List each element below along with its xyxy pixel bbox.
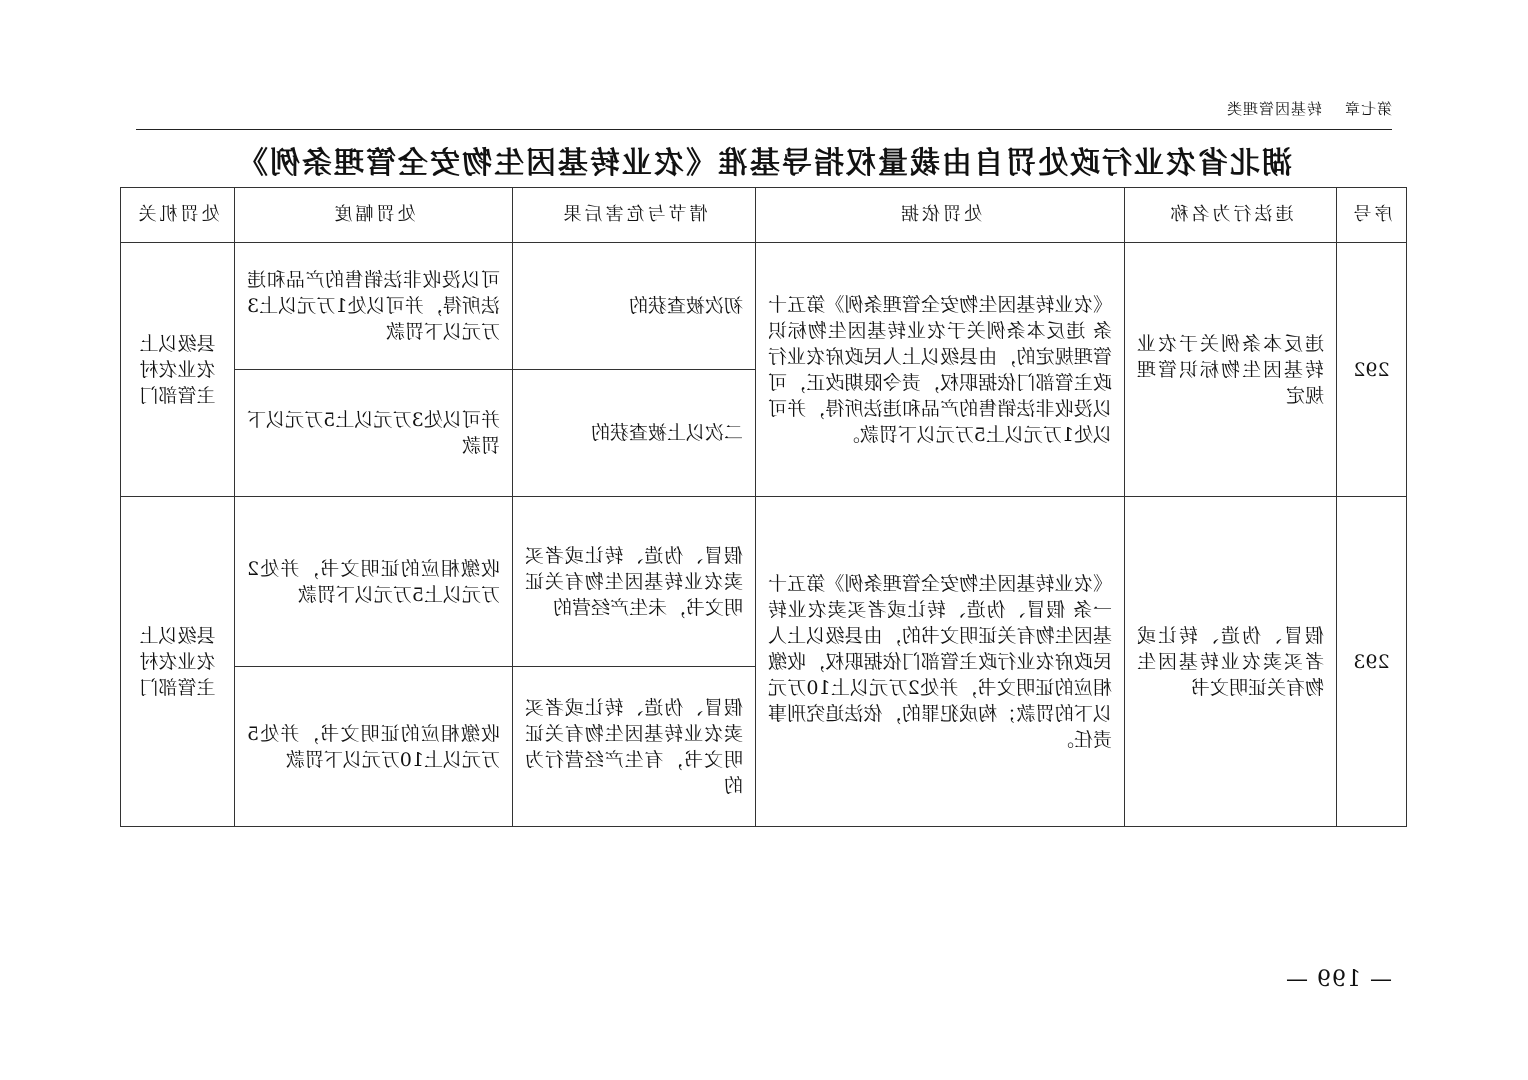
- row-number: 292: [1337, 243, 1407, 497]
- penalty-range: 可以没收非法销售的产品和违法所得，并可以处1万元以上3万元以下罚款: [235, 243, 513, 370]
- chapter-heading: [136, 98, 1392, 119]
- page-number: — 199 —: [1285, 967, 1392, 992]
- circumstance: 假冒、伪造、转让或者买卖农业转基因生物有关证明文书，未生产经营的: [513, 497, 756, 667]
- chapter-section: 转基因管理类: [1225, 100, 1322, 118]
- header-authority: 处罚机关: [121, 188, 235, 243]
- table-row: [121, 497, 1407, 667]
- table-header-row: [121, 188, 1407, 243]
- header-basis: 处罚依据: [756, 188, 1125, 243]
- header-circumstance: 情节与危害后果: [513, 188, 756, 243]
- penalty-basis: 《农业转基因生物安全管理条例》第五十条 违反本条例关于农业转基因生物标识管理规定的，由县级以上人民政府农业行政主管部门依据职权，责令限期改正，可以没收非法销售的产品和违法所得，并可以处1万元以上5万元以下罚款。: [756, 243, 1125, 497]
- header-penalty: 处罚幅度: [235, 188, 513, 243]
- penalty-authority: 县级以上农业农村主管部门: [121, 243, 235, 497]
- penalty-basis: 《农业转基因生物安全管理条例》第五十一条 假冒、伪造、转让或者买卖农业转基因生物有关证明文书的，由县级以上人民政府农业行政主管部门依据职权，收缴相应的证明文书，并处2万元以上10万元以下的罚款；构成犯罪的，依法追究刑事责任。: [756, 497, 1125, 827]
- table-row: [121, 243, 1407, 370]
- header-no: 序号: [1337, 188, 1407, 243]
- circumstance: 假冒、伪造、转让或者买卖农业转基因生物有关证明文书，有生产经营行为的: [513, 667, 756, 827]
- chapter-number: 第七章: [1343, 100, 1392, 118]
- violation-name: 违反本条例关于农业转基因生物标识管理规定: [1125, 243, 1337, 497]
- penalty-range: 收缴相应的证明文书，并处5万元以上10万元以下罚款: [235, 667, 513, 827]
- header-divider: [136, 129, 1392, 130]
- penalty-range: 并可以处3万元以上5万元以下罚款: [235, 370, 513, 497]
- circumstance: 二次以上被查获的: [513, 370, 756, 497]
- row-number: 293: [1337, 497, 1407, 827]
- penalty-table: [120, 187, 1407, 827]
- page-title: 湖北省农业行政处罚自由裁量权指导基准《农业转基因生物安全管理条例》: [236, 146, 1292, 181]
- circumstance: 初次被查获的: [513, 243, 756, 370]
- penalty-authority: 县级以上农业农村主管部门: [121, 497, 235, 827]
- penalty-range: 收缴相应的证明文书，并处2万元以上5万元以下罚款: [235, 497, 513, 667]
- violation-name: 假冒、伪造、转让或者买卖农业转基因生物有关证明文书: [1125, 497, 1337, 827]
- header-violation: 违法行为名称: [1125, 188, 1337, 243]
